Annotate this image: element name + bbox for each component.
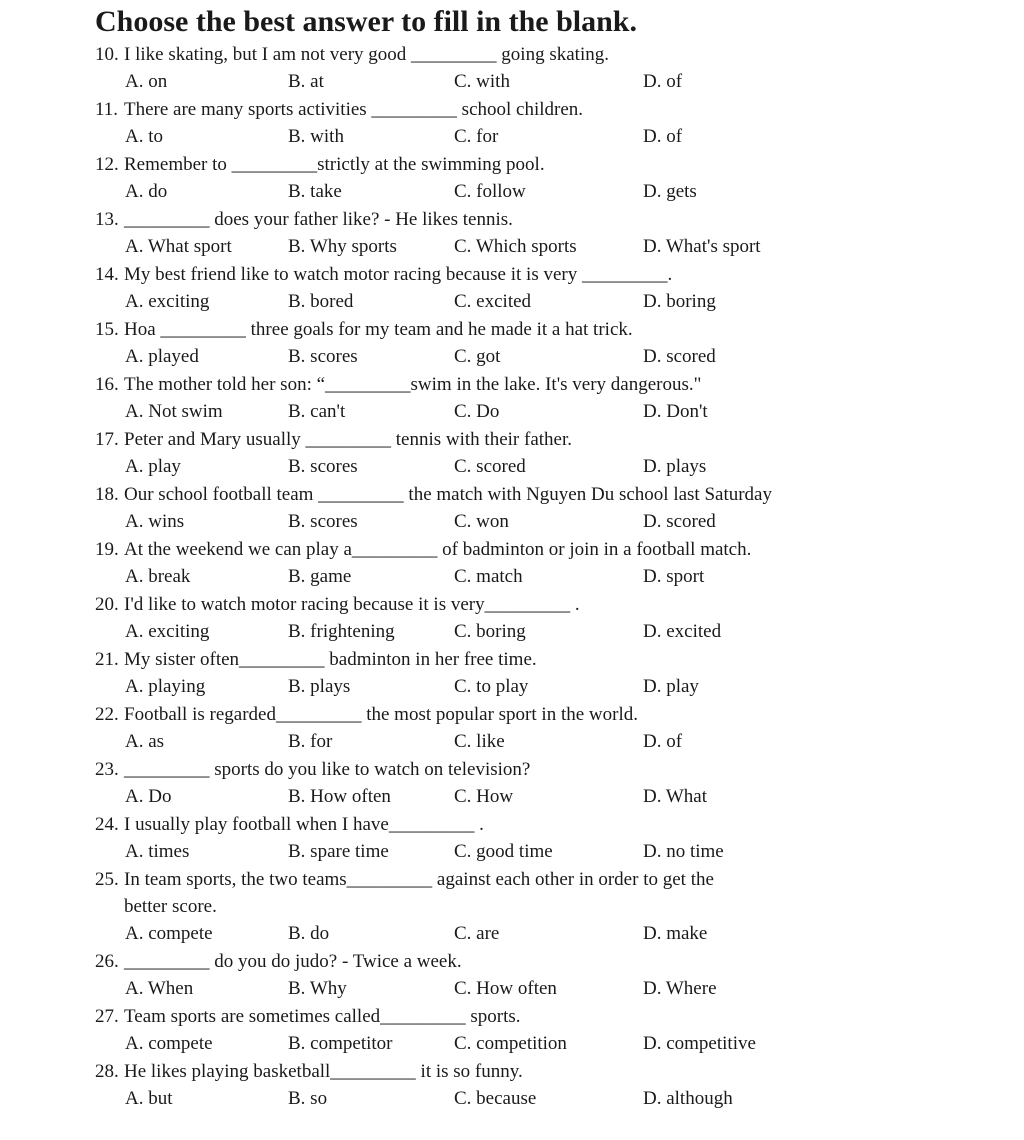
answer-options — [95, 728, 1005, 756]
answer-option-c: C. good time — [454, 841, 553, 862]
question-line — [95, 1003, 1005, 1030]
answer-option-d: D. make — [643, 923, 708, 944]
question-text: Remember to _________strictly at the swimming pool. — [124, 154, 545, 175]
question-text: My best friend like to watch motor racing because it is very _________. — [124, 264, 673, 285]
answer-option-c: C. How — [454, 786, 514, 807]
answer-option-d: D. although — [643, 1088, 733, 1109]
answer-option-d: D. boring — [643, 291, 716, 312]
answer-options — [95, 288, 1005, 316]
answer-option-d: D. scored — [643, 511, 716, 532]
answer-option-c: C. How often — [454, 978, 557, 999]
answer-option-d: D. of — [643, 126, 683, 147]
question-number: 11. — [95, 99, 119, 120]
question-item — [95, 206, 1005, 261]
question-number: 20. — [95, 594, 119, 615]
question-line — [95, 481, 1005, 508]
answer-options — [95, 563, 1005, 591]
answer-option-c: C. follow — [454, 181, 526, 202]
answer-option-c: C. scored — [454, 456, 526, 477]
question-number: 10. — [95, 44, 119, 65]
answer-option-b: B. plays — [288, 676, 351, 697]
answer-option-c: C. like — [454, 731, 505, 752]
question-line — [95, 756, 1005, 783]
question-item — [95, 811, 1005, 866]
answer-options — [95, 1085, 1005, 1113]
answer-option-b: B. Why — [288, 978, 347, 999]
question-text: better score. — [124, 896, 217, 917]
question-line — [95, 206, 1005, 233]
question-item — [95, 866, 1005, 948]
question-item — [95, 316, 1005, 371]
question-list — [95, 41, 1005, 1113]
answer-option-b: B. How often — [288, 786, 391, 807]
question-line — [95, 893, 1005, 920]
answer-option-a: A. What sport — [125, 236, 232, 257]
question-text: _________ do you do judo? - Twice a week. — [124, 951, 462, 972]
question-item — [95, 41, 1005, 96]
answer-option-d: D. Don't — [643, 401, 708, 422]
question-number: 26. — [95, 951, 119, 972]
answer-option-b: B. Why sports — [288, 236, 397, 257]
question-text: I like skating, but I am not very good _________ going skating. — [124, 44, 609, 65]
question-number: 18. — [95, 484, 119, 505]
question-line — [95, 426, 1005, 453]
question-line — [95, 1058, 1005, 1085]
answer-option-a: A. wins — [125, 511, 185, 532]
answer-option-b: B. competitor — [288, 1033, 393, 1054]
answer-option-b: B. for — [288, 731, 333, 752]
answer-option-b: B. scores — [288, 511, 358, 532]
answer-option-a: A. exciting — [125, 291, 210, 312]
answer-option-a: A. When — [125, 978, 194, 999]
question-item — [95, 426, 1005, 481]
worksheet-title: Choose the best answer to fill in the blank. — [95, 5, 637, 38]
question-number: 22. — [95, 704, 119, 725]
answer-options — [95, 343, 1005, 371]
answer-option-c: C. because — [454, 1088, 537, 1109]
question-text: I'd like to watch motor racing because it is very_________ . — [124, 594, 580, 615]
question-item — [95, 1003, 1005, 1058]
answer-option-b: B. can't — [288, 401, 346, 422]
answer-option-c: C. for — [454, 126, 499, 147]
question-text: The mother told her son: “_________swim in the lake. It's very dangerous." — [124, 374, 702, 395]
question-line — [95, 811, 1005, 838]
answer-option-c: C. competition — [454, 1033, 567, 1054]
answer-option-c: C. won — [454, 511, 509, 532]
question-text: Our school football team _________ the match with Nguyen Du school last Saturday — [124, 484, 772, 505]
question-item — [95, 701, 1005, 756]
answer-options — [95, 68, 1005, 96]
answer-options — [95, 453, 1005, 481]
answer-option-a: A. played — [125, 346, 199, 367]
question-line — [95, 948, 1005, 975]
question-number: 28. — [95, 1061, 119, 1082]
question-line — [95, 646, 1005, 673]
question-line — [95, 866, 1005, 893]
answer-option-b: B. scores — [288, 346, 358, 367]
answer-options — [95, 838, 1005, 866]
question-number: 13. — [95, 209, 119, 230]
answer-option-d: D. plays — [643, 456, 707, 477]
answer-option-c: C. to play — [454, 676, 529, 697]
answer-option-a: A. playing — [125, 676, 206, 697]
question-item — [95, 371, 1005, 426]
answer-options — [95, 975, 1005, 1003]
answer-option-a: A. on — [125, 71, 168, 92]
answer-option-b: B. with — [288, 126, 344, 147]
answer-option-a: A. break — [125, 566, 191, 587]
question-text: _________ does your father like? - He likes tennis. — [124, 209, 513, 230]
answer-option-c: C. got — [454, 346, 501, 367]
answer-option-a: A. compete — [125, 1033, 213, 1054]
answer-options — [95, 398, 1005, 426]
answer-option-b: B. bored — [288, 291, 354, 312]
question-number: 21. — [95, 649, 119, 670]
question-text: Football is regarded_________ the most popular sport in the world. — [124, 704, 638, 725]
answer-options — [95, 920, 1005, 948]
answer-option-b: B. at — [288, 71, 324, 92]
question-text: Team sports are sometimes called_________ sports. — [124, 1006, 521, 1027]
question-number: 12. — [95, 154, 119, 175]
question-text: There are many sports activities _________ school children. — [124, 99, 584, 120]
question-line — [95, 261, 1005, 288]
answer-option-d: D. What — [643, 786, 708, 807]
question-number: 17. — [95, 429, 119, 450]
answer-option-a: A. Do — [125, 786, 172, 807]
question-text: My sister often_________ badminton in her free time. — [124, 649, 537, 670]
answer-options — [95, 123, 1005, 151]
answer-options — [95, 178, 1005, 206]
question-item — [95, 1058, 1005, 1113]
question-line — [95, 96, 1005, 123]
answer-option-a: A. Not swim — [125, 401, 223, 422]
answer-options — [95, 508, 1005, 536]
question-text: He likes playing basketball_________ it is so funny. — [124, 1061, 523, 1082]
answer-option-a: A. times — [125, 841, 190, 862]
answer-option-b: B. scores — [288, 456, 358, 477]
question-line — [95, 151, 1005, 178]
answer-option-a: A. exciting — [125, 621, 210, 642]
answer-option-d: D. sport — [643, 566, 705, 587]
question-item — [95, 481, 1005, 536]
answer-option-d: D. competitive — [643, 1033, 756, 1054]
answer-option-d: D. excited — [643, 621, 722, 642]
question-text: _________ sports do you like to watch on television? — [124, 759, 531, 780]
question-item — [95, 151, 1005, 206]
answer-option-b: B. so — [288, 1088, 328, 1109]
question-text: Peter and Mary usually _________ tennis with their father. — [124, 429, 572, 450]
question-text: Hoa _________ three goals for my team and he made it a hat trick. — [124, 319, 633, 340]
answer-options — [95, 783, 1005, 811]
answer-option-d: D. Where — [643, 978, 717, 999]
question-number: 19. — [95, 539, 119, 560]
question-item — [95, 261, 1005, 316]
answer-option-a: A. to — [125, 126, 163, 147]
question-item — [95, 646, 1005, 701]
answer-option-a: A. do — [125, 181, 168, 202]
answer-option-d: D. gets — [643, 181, 697, 202]
question-line — [95, 316, 1005, 343]
answer-option-c: C. with — [454, 71, 510, 92]
answer-option-d: D. of — [643, 731, 683, 752]
question-number: 15. — [95, 319, 119, 340]
answer-option-b: B. frightening — [288, 621, 395, 642]
answer-option-d: D. scored — [643, 346, 716, 367]
answer-option-d: D. play — [643, 676, 699, 697]
question-number: 27. — [95, 1006, 119, 1027]
answer-options — [95, 673, 1005, 701]
question-item — [95, 591, 1005, 646]
answer-option-c: C. excited — [454, 291, 532, 312]
answer-option-d: D. of — [643, 71, 683, 92]
answer-option-c: C. Which sports — [454, 236, 577, 257]
question-line — [95, 591, 1005, 618]
question-line — [95, 41, 1005, 68]
answer-option-b: B. game — [288, 566, 352, 587]
question-number: 25. — [95, 869, 119, 890]
question-number: 23. — [95, 759, 119, 780]
question-item — [95, 948, 1005, 1003]
question-line — [95, 536, 1005, 563]
answer-option-b: B. spare time — [288, 841, 389, 862]
answer-option-d: D. no time — [643, 841, 724, 862]
question-item — [95, 756, 1005, 811]
answer-option-d: D. What's sport — [643, 236, 761, 257]
question-line — [95, 701, 1005, 728]
answer-option-c: C. Do — [454, 401, 500, 422]
answer-option-b: B. do — [288, 923, 330, 944]
question-item — [95, 536, 1005, 591]
answer-options — [95, 233, 1005, 261]
question-number: 16. — [95, 374, 119, 395]
answer-option-c: C. match — [454, 566, 523, 587]
question-text: In team sports, the two teams_________ against each other in order to get the — [124, 869, 714, 890]
answer-option-b: B. take — [288, 181, 342, 202]
question-line — [95, 371, 1005, 398]
answer-option-a: A. as — [125, 731, 165, 752]
answer-option-c: C. boring — [454, 621, 526, 642]
question-text: I usually play football when I have_________ . — [124, 814, 484, 835]
answer-option-c: C. are — [454, 923, 500, 944]
answer-options — [95, 618, 1005, 646]
answer-option-a: A. but — [125, 1088, 173, 1109]
answer-option-a: A. compete — [125, 923, 213, 944]
question-number: 14. — [95, 264, 119, 285]
answer-option-a: A. play — [125, 456, 181, 477]
question-text: At the weekend we can play a_________ of badminton or join in a football match. — [124, 539, 752, 560]
answer-options — [95, 1030, 1005, 1058]
question-item — [95, 96, 1005, 151]
question-number: 24. — [95, 814, 119, 835]
